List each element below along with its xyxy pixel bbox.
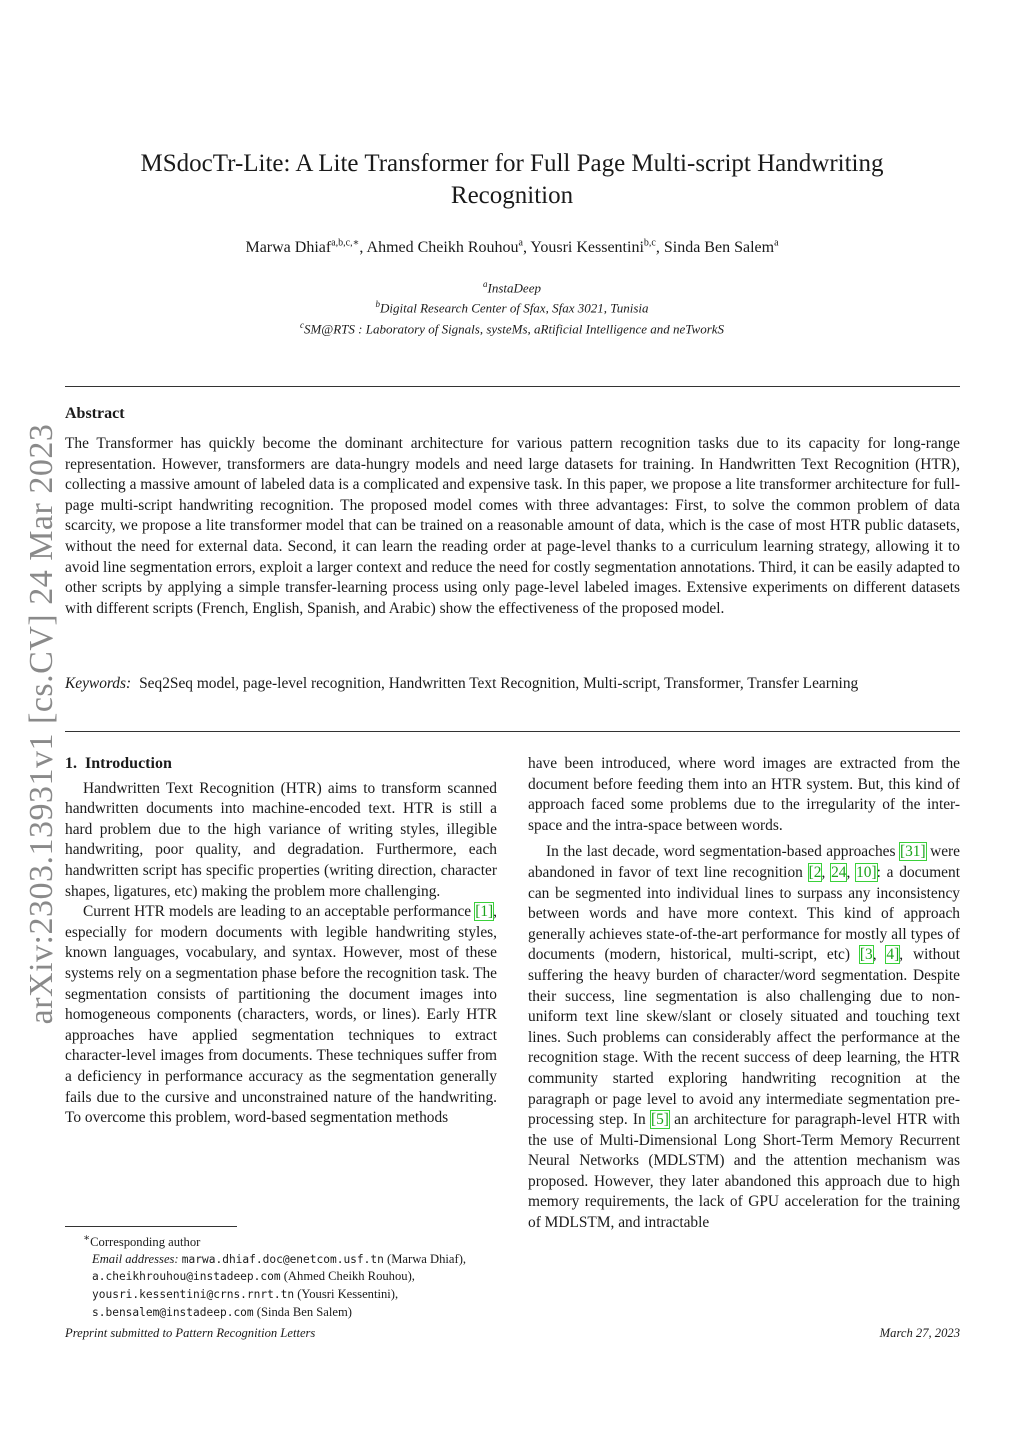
citation-link[interactable]: [5]: [650, 1111, 669, 1129]
author: Sinda Ben Salem$^a$: [663, 238, 779, 257]
author: Ahmed Cheikh Rouhou$^a$,: [366, 238, 531, 257]
email-link[interactable]: yousri.kessentini@crns.rnrt.tn: [92, 1287, 295, 1301]
section-heading: 1. Introduction: [65, 755, 172, 772]
intro-paragraph-1: Handwritten Text Recognition (HTR) aims to transform scanned handwritten documents into machine-encoded text. HTR is still a hard problem due to the high variance of writing styles, illegible handwriting, poor quality, and degradation. Furthermore, each handwritten script has specific properties (writing direction, character shapes, ligatures, etc) making the problem more challenging.: [65, 779, 497, 900]
intro-paragraph-2: Current HTR models are leading to an acceptable performance [1], especially for modern documents with legible handwriting styles, known languages, vocabulary, and syntax. However, most of these systems rely on a segmentation phase before the recognition task. The segmentation consists of partitioning the document images into homogeneous components (characters, words, or lines). Early HTR approaches have applied segmentation techniques to extract character-level images from documents. These techniques suffer from a deficiency in performance accuracy as the segmentation generally fails due to the cursive and unconstrained nature of the handwriting. To overcome this problem, word-based segmentation methods: [65, 903, 497, 1127]
divider-bottom: [65, 731, 960, 732]
keywords: [65, 674, 960, 695]
citation-link[interactable]: [31]: [899, 843, 926, 861]
citation-link[interactable]: 10]: [856, 863, 877, 881]
footer-journal: Preprint submitted to Pattern Recognition Letters: [65, 1326, 316, 1340]
affiliations: [90, 276, 934, 337]
keywords-label: Keywords:: [65, 675, 132, 692]
right-column: [528, 754, 960, 1234]
intro-paragraph-4: In the last decade, word segmentation-based approaches [31] were abandoned in favor of text line recognition [2, 24, 10]: a document can be segmented into individual lines to surpass any inconsistency between words and have more context. This kind of approach generally achieves state-of-the-art performance for mostly all types of documents (modern, historical, multi-script, etc) [3, 4], without suffering the heavy burden of character/word segmentation. Despite their success, line segmentation is also challenging due to non-uniform text line skew/slant or closely situated and touching text lines. Such problems can considerably affect the performance at the recognition stage. With the recent success of deep learning, the HTR community started exploring handwriting recognition at the paragraph or page level to avoid any intermediate segmentation pre-processing step. In [5] an architecture for paragraph-level HTR with the use of Multi-Dimensional Long Short-Term Memory Recurrent Neural Networks (MDLSTM) and the attention mechanism was proposed. However, they later abandoned this approach due to high memory requirements, the lack of GPU acceleration for the training of MDLSTM, and intractable: [528, 843, 961, 1232]
citation-link[interactable]: 24: [831, 863, 847, 881]
citation-link[interactable]: [2: [808, 863, 822, 881]
footer-date: March 27, 2023: [879, 1326, 960, 1340]
email-link[interactable]: a.cheikhrouhou@instadeep.com: [92, 1270, 281, 1284]
email-link[interactable]: s.bensalem@instadeep.com: [92, 1305, 254, 1319]
left-column: [65, 754, 497, 1129]
affiliation: $^a$InstaDeep: [483, 279, 541, 296]
keywords-text: Seq2Seq model, page-level recognition, Handwritten Text Recognition, Multi-script, Transformer, Transfer Learning: [139, 675, 859, 692]
corresponding-author-note: ∗Corresponding author: [83, 1233, 201, 1250]
affiliation: $^c$SM@RTS : Laboratory of Signals, systeMs, aRtificial Intelligence and neTworkS: [299, 319, 725, 336]
email-link[interactable]: marwa.dhiaf.doc@enetcom.usf.tn: [181, 1252, 384, 1266]
abstract-text: The Transformer has quickly become the dominant architecture for various pattern recognition tasks due to its capacity for long-range representation. However, transformers are data-hungry models and need large datasets for training. In Handwritten Text Recognition (HTR), collecting a massive amount of labeled data is a complicated and expensive task. In this paper, we propose a lite transformer architecture for full-page multi-script handwriting recognition. The proposed model comes with three advantages: First, to solve the common problem of data scarcity, we propose a lite transformer model that can be trained on a reasonable amount of data, which is the case of most HTR public datasets, without the need for external data. Second, it can learn the reading order at page-level thanks to a curriculum learning strategy, allowing it to avoid line segmentation errors, exploit a larger context and reduce the need for costly segmentation annotations. Third, it can be easily adapted to other scripts by applying a simple transfer-learning process using only page-level labeled images. Extensive experiments on different datasets with different scripts (French, English, Spanish, and Arabic) show the effectiveness of the proposed model.: [65, 435, 960, 617]
affiliation: $^b$Digital Research Center of Sfax, Sfax 3021, Tunisia: [375, 299, 649, 316]
abstract-heading: Abstract: [65, 405, 125, 422]
author-list: [90, 238, 934, 257]
footnote: [65, 1231, 497, 1321]
divider-top: [65, 386, 960, 387]
citation-link[interactable]: [1]: [475, 903, 494, 921]
author: Yousri Kessentini$^{b,c}$,: [530, 238, 664, 257]
paper-title: [100, 148, 924, 212]
arxiv-stamp-text[interactable]: arXiv:2303.13931v1 [cs.CV] 24 Mar 2023: [23, 423, 60, 1025]
intro-paragraph-3: have been introduced, where word images are extracted from the document before feeding them into an HTR system. But, this kind of approach faced some problems due to the irregularity of the inter-space and the intra-space between words.: [528, 755, 960, 834]
citation-link[interactable]: 4]: [886, 946, 900, 964]
title-line-1: MSdocTr-Lite: A Lite Transformer for Full Page Multi-script Handwriting: [140, 150, 884, 177]
footnote-rule: [65, 1226, 237, 1227]
title-line-2: Recognition: [450, 182, 574, 209]
citation-link[interactable]: [3: [859, 946, 873, 964]
email-addresses: Email addresses: marwa.dhiaf.doc@enetcom.usf.tn (Marwa Dhiaf), a.cheikhrouhou@instadeep.com (Ahmed Cheikh Rouhou), yousri.kessentini@crns.rnrt.tn (Yousri Kessentini), s.bensalem@instadeep.com (Sinda Ben Salem): [92, 1251, 467, 1319]
author: Marwa Dhiaf$^{a,b,c,∗}$,: [245, 238, 367, 257]
